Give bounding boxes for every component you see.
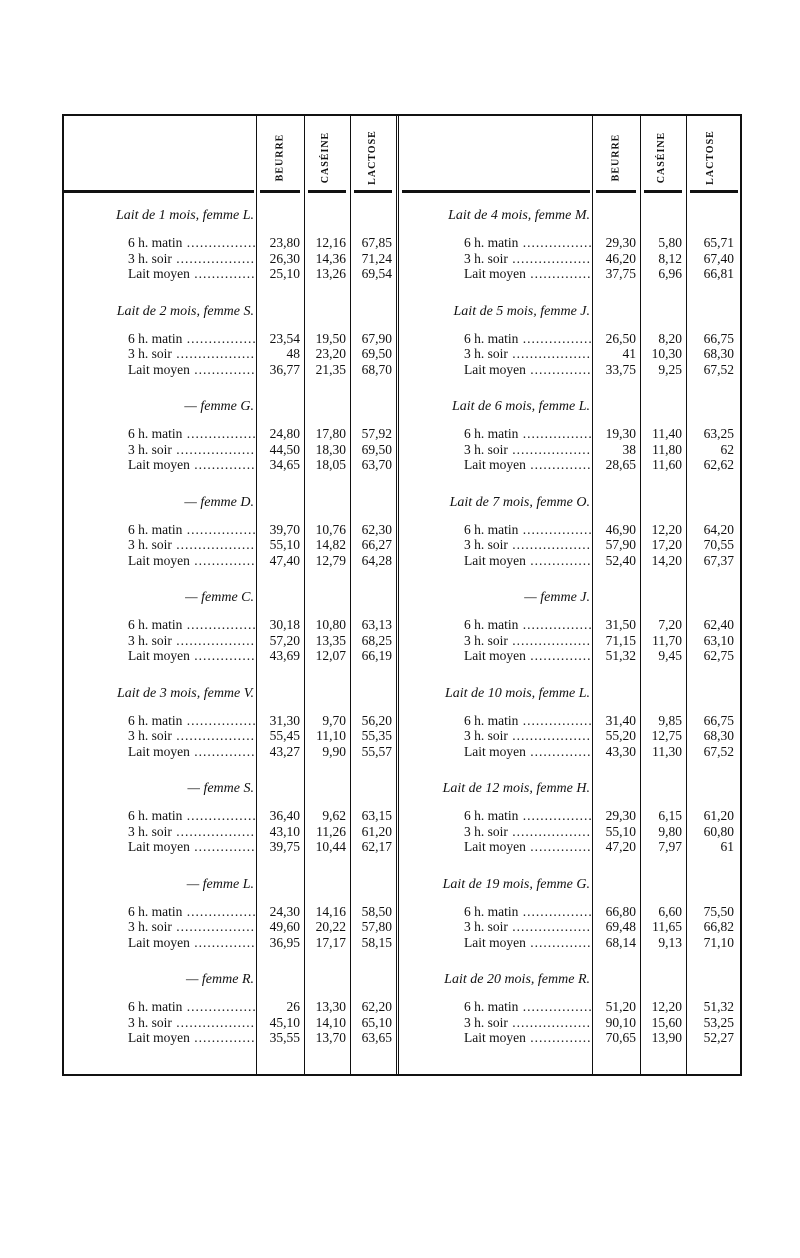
row-label: Lait moyen ..... (464, 265, 591, 282)
lactose-value: 62,30 (361, 521, 392, 537)
lactose-value: 61,20 (361, 823, 392, 839)
lactose-value: 53,25 (703, 1014, 734, 1030)
lactose-value: 63,10 (703, 632, 734, 648)
caseine-value: 12,20 (651, 521, 682, 537)
sample-title: — femme L. (186, 876, 254, 892)
sample-title: — femme D. (184, 494, 254, 510)
sample-title: Lait de 20 mois, femme R. (444, 972, 590, 987)
row-label: 3 h. soir ..... (128, 918, 255, 935)
caseine-value: 7,20 (658, 617, 682, 632)
caseine-value: 19,50 (315, 330, 346, 346)
caseine-value: 8,12 (658, 250, 682, 266)
table-row (0, 712, 800, 729)
beurre-value: 36,95 (269, 934, 300, 950)
row-label: 3 h. soir ..... (128, 727, 255, 744)
table-row (0, 361, 800, 378)
lactose-value: 67,40 (703, 250, 734, 266)
table-row (0, 647, 800, 664)
caseine-value: 11,70 (652, 632, 682, 648)
caseine-value: 13,35 (315, 632, 346, 648)
row-label: 6 h. matin ..... (128, 234, 255, 251)
beurre-value: 51,20 (605, 999, 636, 1014)
table-row (0, 345, 800, 362)
lactose-value: 67,52 (703, 361, 734, 377)
lactose-value: 57,80 (361, 919, 392, 934)
beurre-value: 41 (622, 346, 636, 361)
table-row (0, 903, 800, 920)
beurre-value: 24,30 (269, 903, 300, 919)
row-label: 3 h. soir ..... (464, 1014, 591, 1031)
beurre-value: 71,15 (605, 632, 636, 648)
row-label: Lait moyen ..... (128, 743, 255, 760)
row-label: 6 h. matin ..... (128, 330, 255, 347)
row-label: 3 h. soir ..... (128, 1014, 255, 1031)
table-row (0, 250, 800, 267)
caseine-value: 18,05 (315, 457, 346, 472)
caseine-value: 9,45 (658, 648, 682, 663)
caseine-value: 14,82 (315, 537, 346, 552)
beurre-value: 55,45 (269, 728, 300, 743)
beurre-value: 34,65 (269, 457, 300, 472)
beurre-value: 70,65 (605, 1030, 636, 1045)
header-caseine: CASÉINE (656, 131, 668, 183)
row-label: 3 h. soir ..... (464, 345, 591, 362)
beurre-value: 37,75 (605, 266, 636, 281)
beurre-value: 46,90 (605, 521, 636, 537)
lactose-value: 68,70 (361, 361, 392, 377)
lactose-value: 62,75 (703, 648, 734, 663)
table-row (0, 521, 800, 538)
beurre-value: 46,20 (605, 250, 636, 266)
beurre-value: 36,77 (269, 361, 300, 377)
beurre-value: 25,10 (269, 266, 300, 281)
header-rule (644, 190, 682, 193)
row-label: Lait moyen ..... (128, 838, 255, 855)
caseine-value: 11,30 (652, 743, 682, 759)
table-row (0, 998, 800, 1015)
row-label: 3 h. soir ..... (464, 250, 591, 267)
sample-title: — femme C. (185, 590, 254, 605)
header-lactose: LACTOSE (704, 129, 716, 185)
beurre-value: 26 (286, 999, 300, 1014)
beurre-value: 47,40 (269, 552, 300, 568)
beurre-value: 31,40 (605, 712, 636, 728)
lactose-value: 65,10 (361, 1014, 392, 1030)
table-row (0, 1029, 800, 1046)
row-label: 6 h. matin ..... (128, 425, 255, 442)
lactose-value: 65,71 (703, 235, 734, 250)
beurre-value: 43,30 (605, 743, 636, 759)
row-label: Lait moyen ..... (128, 552, 255, 569)
lactose-value: 71,10 (703, 934, 734, 950)
lactose-value: 55,57 (361, 743, 392, 759)
beurre-value: 51,32 (605, 648, 636, 663)
caseine-value: 6,96 (658, 266, 682, 281)
beurre-value: 26,30 (269, 250, 300, 266)
caseine-value: 9,25 (658, 361, 682, 377)
lactose-value: 56,20 (361, 712, 392, 728)
caseine-value: 11,26 (316, 823, 346, 839)
beurre-value: 33,75 (605, 361, 636, 377)
row-label: 6 h. matin ..... (128, 903, 255, 920)
row-label: 3 h. soir ..... (128, 441, 255, 458)
beurre-value: 23,54 (269, 330, 300, 346)
table-row (0, 934, 800, 951)
row-label: 3 h. soir ..... (464, 918, 591, 935)
lactose-value: 58,15 (361, 934, 392, 950)
caseine-value: 11,60 (652, 457, 682, 472)
header-rule (596, 190, 636, 193)
beurre-value: 48 (286, 346, 300, 361)
caseine-value: 6,15 (658, 808, 682, 823)
lactose-value: 66,82 (703, 919, 734, 934)
header-caseine: CASÉINE (320, 131, 332, 183)
beurre-value: 30,18 (269, 617, 300, 632)
row-label: Lait moyen ..... (464, 838, 591, 855)
lactose-value: 57,92 (361, 426, 392, 441)
lactose-value: 62,20 (361, 999, 392, 1014)
beurre-value: 19,30 (605, 426, 636, 441)
caseine-value: 12,20 (651, 999, 682, 1014)
caseine-value: 14,16 (315, 903, 346, 919)
beurre-value: 44,50 (269, 441, 300, 457)
lactose-value: 71,24 (361, 250, 392, 266)
beurre-value: 29,30 (605, 235, 636, 250)
caseine-value: 10,76 (315, 521, 346, 537)
caseine-value: 9,90 (322, 743, 346, 759)
lactose-value: 62,62 (703, 457, 734, 472)
caseine-value: 13,30 (315, 999, 346, 1014)
lactose-value: 63,13 (361, 617, 392, 632)
lactose-value: 67,85 (361, 235, 392, 250)
row-label: Lait moyen ..... (464, 647, 591, 664)
row-label: 6 h. matin ..... (464, 998, 591, 1015)
beurre-value: 57,20 (269, 632, 300, 648)
lactose-value: 60,80 (703, 823, 734, 839)
sample-title: — femme R. (185, 972, 254, 987)
lactose-value: 66,81 (703, 266, 734, 281)
beurre-value: 43,69 (269, 648, 300, 663)
row-label: Lait moyen ..... (128, 265, 255, 282)
caseine-value: 23,20 (315, 346, 346, 361)
lactose-value: 52,27 (703, 1030, 734, 1045)
lactose-value: 67,52 (703, 743, 734, 759)
table-row (0, 918, 800, 935)
beurre-value: 47,20 (605, 839, 636, 854)
table-row (0, 807, 800, 824)
beurre-value: 69,48 (605, 919, 636, 934)
row-label: Lait moyen ..... (464, 743, 591, 760)
row-label: 3 h. soir ..... (128, 823, 255, 840)
row-label: 6 h. matin ..... (464, 330, 591, 347)
lactose-value: 62 (720, 441, 734, 457)
caseine-value: 12,16 (315, 235, 346, 250)
sample-title: Lait de 12 mois, femme H. (442, 781, 590, 796)
row-label: 3 h. soir ..... (464, 536, 591, 553)
row-label: 3 h. soir ..... (128, 536, 255, 553)
table-row (0, 1014, 800, 1031)
table-row (0, 330, 800, 347)
lactose-value: 69,54 (361, 266, 392, 281)
table-row (0, 441, 800, 458)
beurre-value: 26,50 (605, 330, 636, 346)
sample-title: — femme J. (524, 590, 590, 605)
caseine-value: 11,65 (652, 919, 682, 934)
caseine-value: 10,30 (651, 346, 682, 361)
beurre-value: 38 (622, 441, 636, 457)
row-label: 3 h. soir ..... (464, 727, 591, 744)
caseine-value: 12,75 (651, 728, 682, 743)
caseine-value: 15,60 (651, 1014, 682, 1030)
beurre-value: 55,10 (269, 537, 300, 552)
caseine-value: 12,79 (315, 552, 346, 568)
row-label: 3 h. soir ..... (128, 250, 255, 267)
row-label: 6 h. matin ..... (464, 425, 591, 442)
beurre-value: 68,14 (605, 934, 636, 950)
sample-title: Lait de 4 mois, femme M. (448, 208, 590, 223)
beurre-value: 49,60 (269, 919, 300, 934)
lactose-value: 51,32 (703, 999, 734, 1014)
row-label: 6 h. matin ..... (128, 521, 255, 538)
lactose-value: 69,50 (361, 346, 392, 361)
row-label: Lait moyen ..... (128, 934, 255, 951)
caseine-value: 13,70 (315, 1030, 346, 1045)
header-lactose: LACTOSE (366, 129, 378, 185)
row-label: Lait moyen ..... (464, 552, 591, 569)
row-label: Lait moyen ..... (128, 1029, 255, 1046)
sample-title: — femme S. (187, 781, 254, 796)
lactose-value: 63,70 (361, 457, 392, 472)
header-rule (354, 190, 392, 193)
table-row (0, 616, 800, 633)
lactose-value: 63,15 (361, 808, 392, 823)
sample-title: Lait de 10 mois, femme L. (444, 685, 590, 701)
table-row (0, 552, 800, 569)
lactose-value: 66,75 (703, 712, 734, 728)
row-label: Lait moyen ..... (128, 456, 255, 473)
table-row (0, 536, 800, 553)
header-rule (690, 190, 738, 193)
caseine-value: 11,10 (316, 728, 346, 743)
lactose-value: 62,40 (703, 617, 734, 632)
table-row (0, 823, 800, 840)
caseine-value: 14,36 (315, 250, 346, 266)
caseine-value: 7,97 (658, 839, 682, 854)
beurre-value: 39,75 (269, 839, 300, 854)
beurre-value: 45,10 (269, 1014, 300, 1030)
sample-title: Lait de 2 mois, femme S. (116, 303, 254, 319)
table-row (0, 425, 800, 442)
table-row (0, 743, 800, 760)
lactose-value: 69,50 (361, 441, 392, 457)
row-label: Lait moyen ..... (464, 361, 591, 378)
beurre-value: 39,70 (269, 521, 300, 537)
caseine-value: 9,80 (658, 823, 682, 839)
row-label: 6 h. matin ..... (464, 521, 591, 538)
table-row (0, 838, 800, 855)
row-label: 6 h. matin ..... (464, 903, 591, 920)
table-row (0, 234, 800, 251)
row-label: Lait moyen ..... (128, 647, 255, 664)
sample-title: Lait de 7 mois, femme O. (449, 494, 590, 510)
beurre-value: 57,90 (605, 537, 636, 552)
beurre-value: 28,65 (605, 457, 636, 472)
lactose-value: 66,27 (361, 537, 392, 552)
beurre-value: 29,30 (605, 808, 636, 823)
lactose-value: 61 (720, 839, 734, 854)
lactose-value: 63,65 (361, 1030, 392, 1045)
beurre-value: 36,40 (269, 808, 300, 823)
row-label: 6 h. matin ..... (464, 712, 591, 729)
lactose-value: 75,50 (703, 903, 734, 919)
lactose-value: 63,25 (703, 426, 734, 441)
caseine-value: 13,90 (651, 1030, 682, 1045)
header-rule (260, 190, 300, 193)
beurre-value: 24,80 (269, 426, 300, 441)
header-beurre: BEURRE (274, 133, 286, 181)
row-label: 3 h. soir ..... (464, 441, 591, 458)
table-row (0, 632, 800, 649)
row-label: 3 h. soir ..... (128, 345, 255, 362)
header-rule (308, 190, 346, 193)
beurre-value: 23,80 (269, 235, 300, 250)
row-label: 6 h. matin ..... (128, 712, 255, 729)
row-label: 6 h. matin ..... (464, 234, 591, 251)
caseine-value: 21,35 (315, 361, 346, 377)
beurre-value: 52,40 (605, 552, 636, 568)
caseine-value: 17,20 (651, 537, 682, 552)
caseine-value: 18,30 (315, 441, 346, 457)
beurre-value: 35,55 (269, 1030, 300, 1045)
lactose-value: 61,20 (703, 808, 734, 823)
lactose-value: 66,75 (703, 330, 734, 346)
row-label: Lait moyen ..... (464, 934, 591, 951)
lactose-value: 67,37 (703, 552, 734, 568)
caseine-value: 9,13 (658, 934, 682, 950)
lactose-value: 70,55 (703, 537, 734, 552)
caseine-value: 9,62 (322, 808, 346, 823)
table-row (0, 265, 800, 282)
sample-title: Lait de 3 mois, femme V. (116, 685, 254, 701)
beurre-value: 66,80 (605, 903, 636, 919)
sample-title: Lait de 1 mois, femme L. (115, 208, 254, 223)
caseine-value: 10,80 (315, 617, 346, 632)
caseine-value: 13,26 (315, 266, 346, 281)
row-label: Lait moyen ..... (128, 361, 255, 378)
caseine-value: 20,22 (315, 919, 346, 934)
lactose-value: 58,50 (361, 903, 392, 919)
sample-title: Lait de 6 mois, femme L. (451, 399, 590, 414)
caseine-value: 10,44 (315, 839, 346, 854)
table-row (0, 727, 800, 744)
lactose-value: 55,35 (361, 728, 392, 743)
caseine-value: 6,60 (658, 903, 682, 919)
beurre-value: 43,10 (269, 823, 300, 839)
caseine-value: 14,20 (651, 552, 682, 568)
beurre-value: 43,27 (269, 743, 300, 759)
row-label: 3 h. soir ..... (464, 823, 591, 840)
beurre-value: 31,30 (269, 712, 300, 728)
table-row (0, 456, 800, 473)
caseine-value: 9,85 (658, 712, 682, 728)
lactose-value: 64,28 (361, 552, 392, 568)
caseine-value: 12,07 (315, 648, 346, 663)
caseine-value: 9,70 (322, 712, 346, 728)
beurre-value: 31,50 (605, 617, 636, 632)
row-label: 6 h. matin ..... (128, 998, 255, 1015)
lactose-value: 62,17 (361, 839, 392, 854)
caseine-value: 11,80 (652, 441, 682, 457)
row-label: 3 h. soir ..... (128, 632, 255, 649)
lactose-value: 66,19 (361, 648, 392, 663)
beurre-value: 55,10 (605, 823, 636, 839)
caseine-value: 14,10 (315, 1014, 346, 1030)
header-rule (64, 190, 254, 193)
row-label: Lait moyen ..... (464, 456, 591, 473)
row-label: 6 h. matin ..... (128, 807, 255, 824)
lactose-value: 67,90 (361, 330, 392, 346)
beurre-value: 90,10 (605, 1014, 636, 1030)
beurre-value: 55,20 (605, 728, 636, 743)
sample-title: Lait de 5 mois, femme J. (453, 303, 590, 319)
caseine-value: 11,40 (652, 426, 682, 441)
row-label: 6 h. matin ..... (464, 807, 591, 824)
caseine-value: 17,80 (315, 426, 346, 441)
row-label: Lait moyen ..... (464, 1029, 591, 1046)
header-rule (402, 190, 590, 193)
sample-title: — femme G. (184, 399, 254, 414)
row-label: 6 h. matin ..... (128, 616, 255, 633)
sample-title: Lait de 19 mois, femme G. (442, 876, 590, 892)
header-beurre: BEURRE (610, 133, 622, 181)
row-label: 6 h. matin ..... (464, 616, 591, 633)
lactose-value: 68,30 (703, 346, 734, 361)
row-label: 3 h. soir ..... (464, 632, 591, 649)
lactose-value: 68,25 (361, 632, 392, 648)
caseine-value: 8,20 (658, 330, 682, 346)
caseine-value: 5,80 (658, 235, 682, 250)
lactose-value: 64,20 (703, 521, 734, 537)
caseine-value: 17,17 (315, 934, 346, 950)
lactose-value: 68,30 (703, 728, 734, 743)
